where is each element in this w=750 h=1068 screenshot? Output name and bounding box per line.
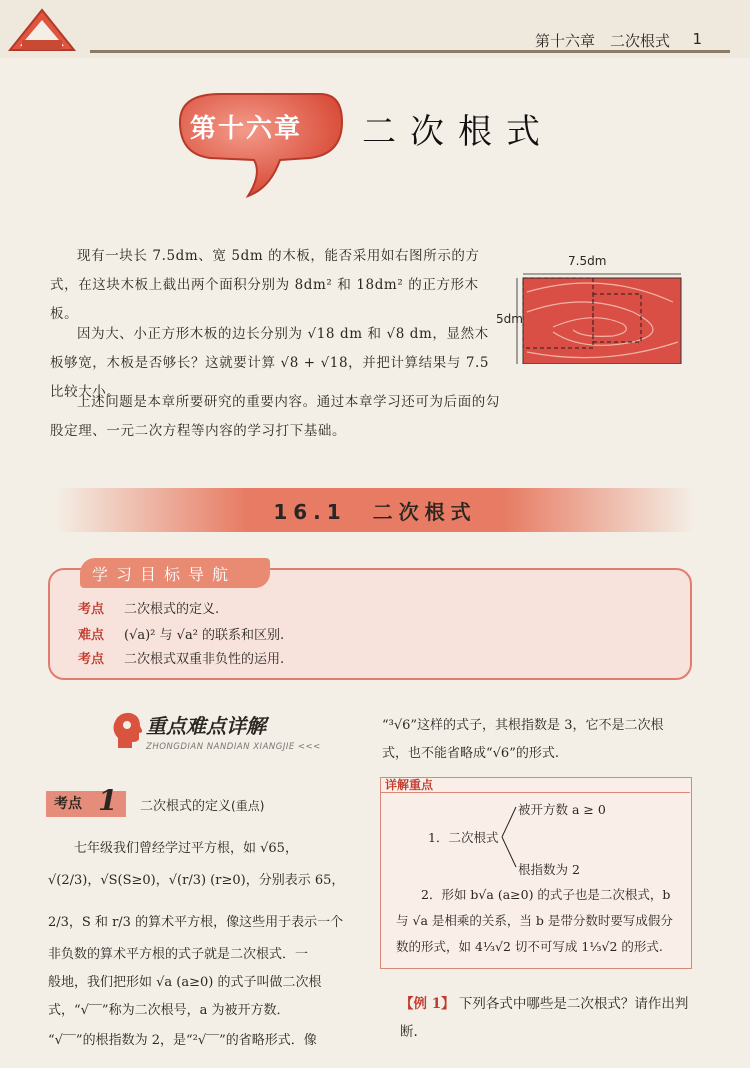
explanation-rule (380, 792, 690, 793)
chapter-badge: 第十六章 (190, 114, 303, 144)
example-tag: 【例 1】 (400, 996, 455, 1012)
example-text: 下列各式中哪些是二次根式？请作出判断. (400, 996, 689, 1040)
goal-text: 二次根式双重非负性的运用. (124, 652, 285, 667)
section-title: 16.1 二次根式 (273, 500, 477, 524)
goal-row (78, 648, 284, 667)
goal-text: 二次根式的定义. (124, 602, 220, 617)
goal-tag: 考点 (78, 602, 105, 617)
explanation-item-1: 1．二次根式 (428, 830, 499, 845)
kaodian-title-note: (重点) (231, 799, 265, 813)
publisher-logo (6, 6, 78, 56)
goal-tag: 考点 (78, 652, 105, 667)
key-points-heading: 重点难点详解 (146, 714, 266, 738)
kaodian-title-text: 二次根式的定义 (140, 799, 232, 814)
body-line: 非负数的算术平方根的式子就是二次根式．一 (48, 947, 309, 962)
body-line: “√‾‾”的根指数为 2，是“²√‾‾”的省略形式．像 (48, 1033, 317, 1048)
explanation-label: 详解重点 (385, 778, 434, 792)
body-line: 七年级我们曾经学过平方根，如 √65， (74, 841, 298, 856)
goal-row (78, 624, 284, 643)
body-line: 式，“√‾‾”称为二次根号，a 为被开方数． (48, 1003, 290, 1018)
explanation-branch-1: 被开方数 a ≥ 0 (518, 802, 606, 817)
body-line: 2/3，S 和 r/3 的算术平方根，像这些用于表示一个 (48, 915, 344, 930)
example-1 (400, 990, 690, 1046)
goal-row (78, 598, 219, 617)
intro-paragraph-3: 上述问题是本章所要研究的重要内容。通过本章学习还可为后面的勾股定理、一元二次方程等内容的学习打下基础。 (50, 394, 500, 439)
board-width-label: 7.5dm (568, 254, 607, 268)
header-chapter-title: 第十六章 二次根式 (534, 32, 670, 50)
intro-paragraph-2: 因为大、小正方形木板的边长分别为 √18 dm 和 √8 dm，显然木板够宽，木板是否够长？这就要计算 √8 + √18，并把计算结果与 7.5 比较大小。 (50, 326, 490, 400)
key-points-pinyin: ZHONGDIAN NANDIAN XIANGJIE <<< (146, 742, 321, 752)
body-line: “³√6”这样的式子，其根指数是 3，它不是二次根 (382, 718, 664, 733)
kaodian-title (140, 795, 264, 814)
wood-board-figure (513, 272, 683, 364)
goal-text: (√a)² 与 √a² 的联系和区别. (124, 628, 285, 643)
body-line: 式，也不能省略成“√6”的形式. (382, 746, 559, 761)
board-height-label: 5dm (496, 312, 523, 326)
intro-paragraph-1: 现有一块长 7.5dm、宽 5dm 的木板，能否采用如右图所示的方式，在这块木板上截出两个面积分别为 8dm² 和 18dm² 的正方形木板。 (50, 248, 480, 322)
kaodian-tag: 考点 (54, 796, 82, 812)
body-line: √(2/3)，√S(S≥0)，√(r/3) (r≥0)，分别表示 65， (48, 873, 345, 888)
learning-goals-title: 学习目标导航 (92, 565, 237, 584)
page-number: 1 (692, 30, 702, 48)
explanation-branch-2: 根指数为 2 (518, 862, 580, 877)
chapter-title: 二次根式 (362, 112, 554, 152)
kaodian-number: 1 (98, 784, 118, 817)
goal-tag: 难点 (78, 628, 105, 643)
explanation-item-2: 2．形如 b√a (a≥0) 的式子也是二次根式，b 与 √a 是相乘的关系，当 b 是带分数时要写成假分数的形式，如 4⅓√2 切不可写成 1⅓√2 的形式. (396, 887, 673, 954)
body-line: 般地，我们把形如 √a (a≥0) 的式子叫做二次根 (48, 975, 322, 990)
head-profile-icon (110, 710, 142, 750)
wood-board (523, 278, 681, 364)
